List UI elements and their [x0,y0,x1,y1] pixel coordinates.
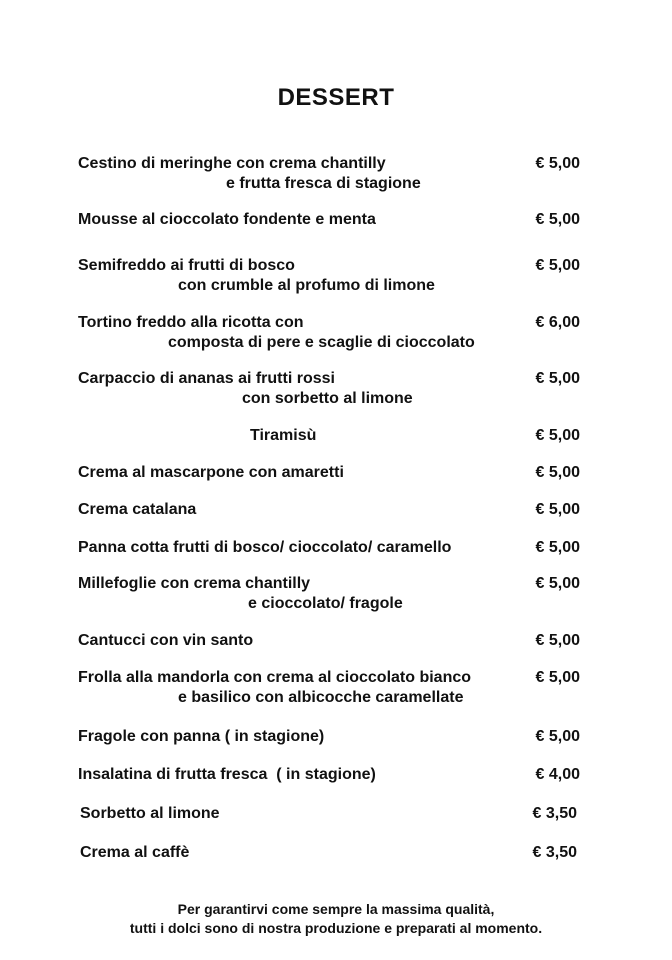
menu-item [78,668,580,708]
menu-item-description: e frutta fresca di stagione [226,175,421,192]
menu-item-description: e basilico con albicocche caramellate [178,689,464,706]
footer-note-line-2: tutti i dolci sono di nostra produzione e preparati al momento. [129,920,543,936]
menu-item-price: € 4,00 [535,766,580,783]
menu-item-price: € 5,00 [535,155,580,172]
menu-item-description: composta di pere e scaglie di cioccolato [168,334,475,351]
menu-item-name: Tortino freddo alla ricotta con [78,314,304,331]
menu-item [78,463,580,483]
menu-item-name: Crema al mascarpone con amaretti [78,464,344,481]
menu-item-name: Mousse al cioccolato fondente e menta [78,211,376,228]
menu-item [78,765,580,785]
menu-item-price: € 3,50 [532,844,577,861]
menu-item-price: € 5,00 [535,575,580,592]
menu-item [78,574,580,614]
menu-item [78,500,580,520]
menu-item-price: € 5,00 [535,464,580,481]
menu-item-name: Frolla alla mandorla con crema al cioccolato bianco [78,669,472,686]
menu-item-price: € 6,00 [535,314,580,331]
menu-item [78,727,580,747]
footer-note-line-1: Per garantirvi come sempre la massima qualità, [177,901,495,917]
menu-item-description: con sorbetto al limone [242,390,413,407]
menu-item-name: Millefoglie con crema chantilly [78,575,311,592]
menu-item-price: € 3,50 [532,805,577,822]
menu-item [78,313,580,353]
menu-item-description: e cioccolato/ fragole [248,595,403,612]
menu-item-name: Carpaccio di ananas ai frutti rossi [78,370,335,387]
menu-item [78,210,580,230]
menu-item-name: Panna cotta frutti di bosco/ cioccolato/ caramello [78,539,452,556]
menu-item-price: € 5,00 [535,539,580,556]
menu-item-price: € 5,00 [535,669,580,686]
menu-item [78,631,580,651]
menu-item-name: Sorbetto al limone [80,805,220,822]
menu-item-price: € 5,00 [535,632,580,649]
menu-item-price: € 5,00 [535,728,580,745]
menu-item-price: € 5,00 [535,501,580,518]
menu-item-name: Cantucci con vin santo [78,632,254,649]
menu-item-name: Crema catalana [78,501,197,518]
menu-item-price: € 5,00 [535,427,580,444]
menu-item-name: Crema al caffè [80,844,190,861]
menu-item [78,369,580,409]
menu-item-description: con crumble al profumo di limone [178,277,435,294]
menu-item-name: Semifreddo ai frutti di bosco [78,257,295,274]
menu-item-name: Fragole con panna ( in stagione) [78,728,325,745]
menu-item [80,843,577,863]
menu-item-price: € 5,00 [535,211,580,228]
menu-item-name: Tiramisù [250,427,317,444]
menu-item [80,804,577,824]
menu-title: DESSERT [277,84,395,111]
menu-item [78,256,580,296]
menu-item [78,154,580,194]
menu-item-price: € 5,00 [535,370,580,387]
menu-item-price: € 5,00 [535,257,580,274]
menu-item-name: Cestino di meringhe con crema chantilly [78,155,386,172]
menu-item [78,426,580,446]
menu-item-name: Insalatina di frutta fresca ( in stagione) [78,766,376,783]
menu-item [78,538,580,558]
